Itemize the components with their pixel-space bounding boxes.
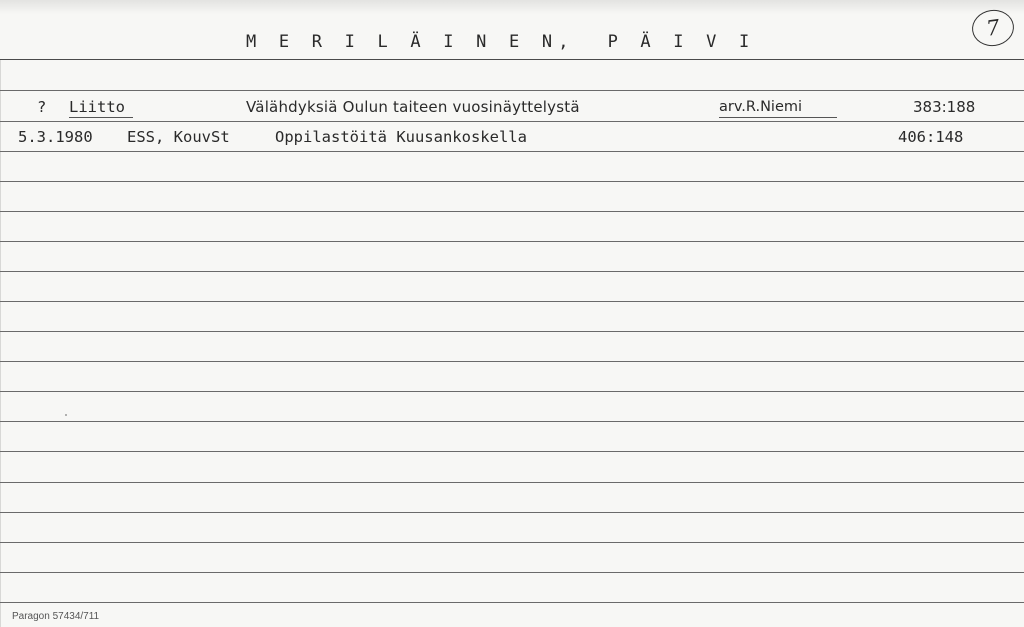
entry-title: Oppilastöitä Kuusankoskella <box>275 128 527 146</box>
ruled-line <box>0 361 1024 362</box>
ruled-line <box>0 211 1024 212</box>
card-heading-name: M E R I L Ä I N E N, P Ä I V I <box>246 32 756 52</box>
card-top-edge <box>0 0 1024 14</box>
ruled-line <box>0 241 1024 242</box>
ruled-line <box>0 421 1024 422</box>
ruled-line <box>0 542 1024 543</box>
ruled-line <box>0 301 1024 302</box>
ruled-line <box>0 572 1024 573</box>
card-number-circled: 7 <box>970 7 1017 48</box>
ruled-line <box>0 331 1024 332</box>
ruled-line <box>0 90 1024 91</box>
ruled-line <box>0 271 1024 272</box>
entry-reference: 383:188 <box>913 98 976 116</box>
entry-reviewer: arv.R.Niemi <box>719 99 803 115</box>
ruled-line <box>0 451 1024 452</box>
entry-title: Välähdyksiä Oulun taiteen vuosinäyttelystä <box>246 98 580 116</box>
ruled-line <box>0 181 1024 182</box>
entry-date: 5.3.1980 <box>18 128 93 146</box>
ruled-line <box>0 151 1024 152</box>
ruled-line <box>0 391 1024 392</box>
printer-imprint: Paragon 57434/711 <box>12 611 100 622</box>
entry-reference: 406:148 <box>898 128 964 146</box>
ruled-line <box>0 121 1024 122</box>
ruled-line <box>0 602 1024 603</box>
source-underline <box>69 117 133 118</box>
entry-date: ? <box>37 98 47 116</box>
ruled-line <box>0 482 1024 483</box>
entry-source: ESS, KouvSt <box>127 128 230 146</box>
entry-source: Liitto <box>69 98 125 116</box>
reviewer-underline <box>719 117 837 118</box>
paper-speck <box>65 414 67 416</box>
ruled-line <box>0 512 1024 513</box>
header-rule <box>0 59 1024 60</box>
